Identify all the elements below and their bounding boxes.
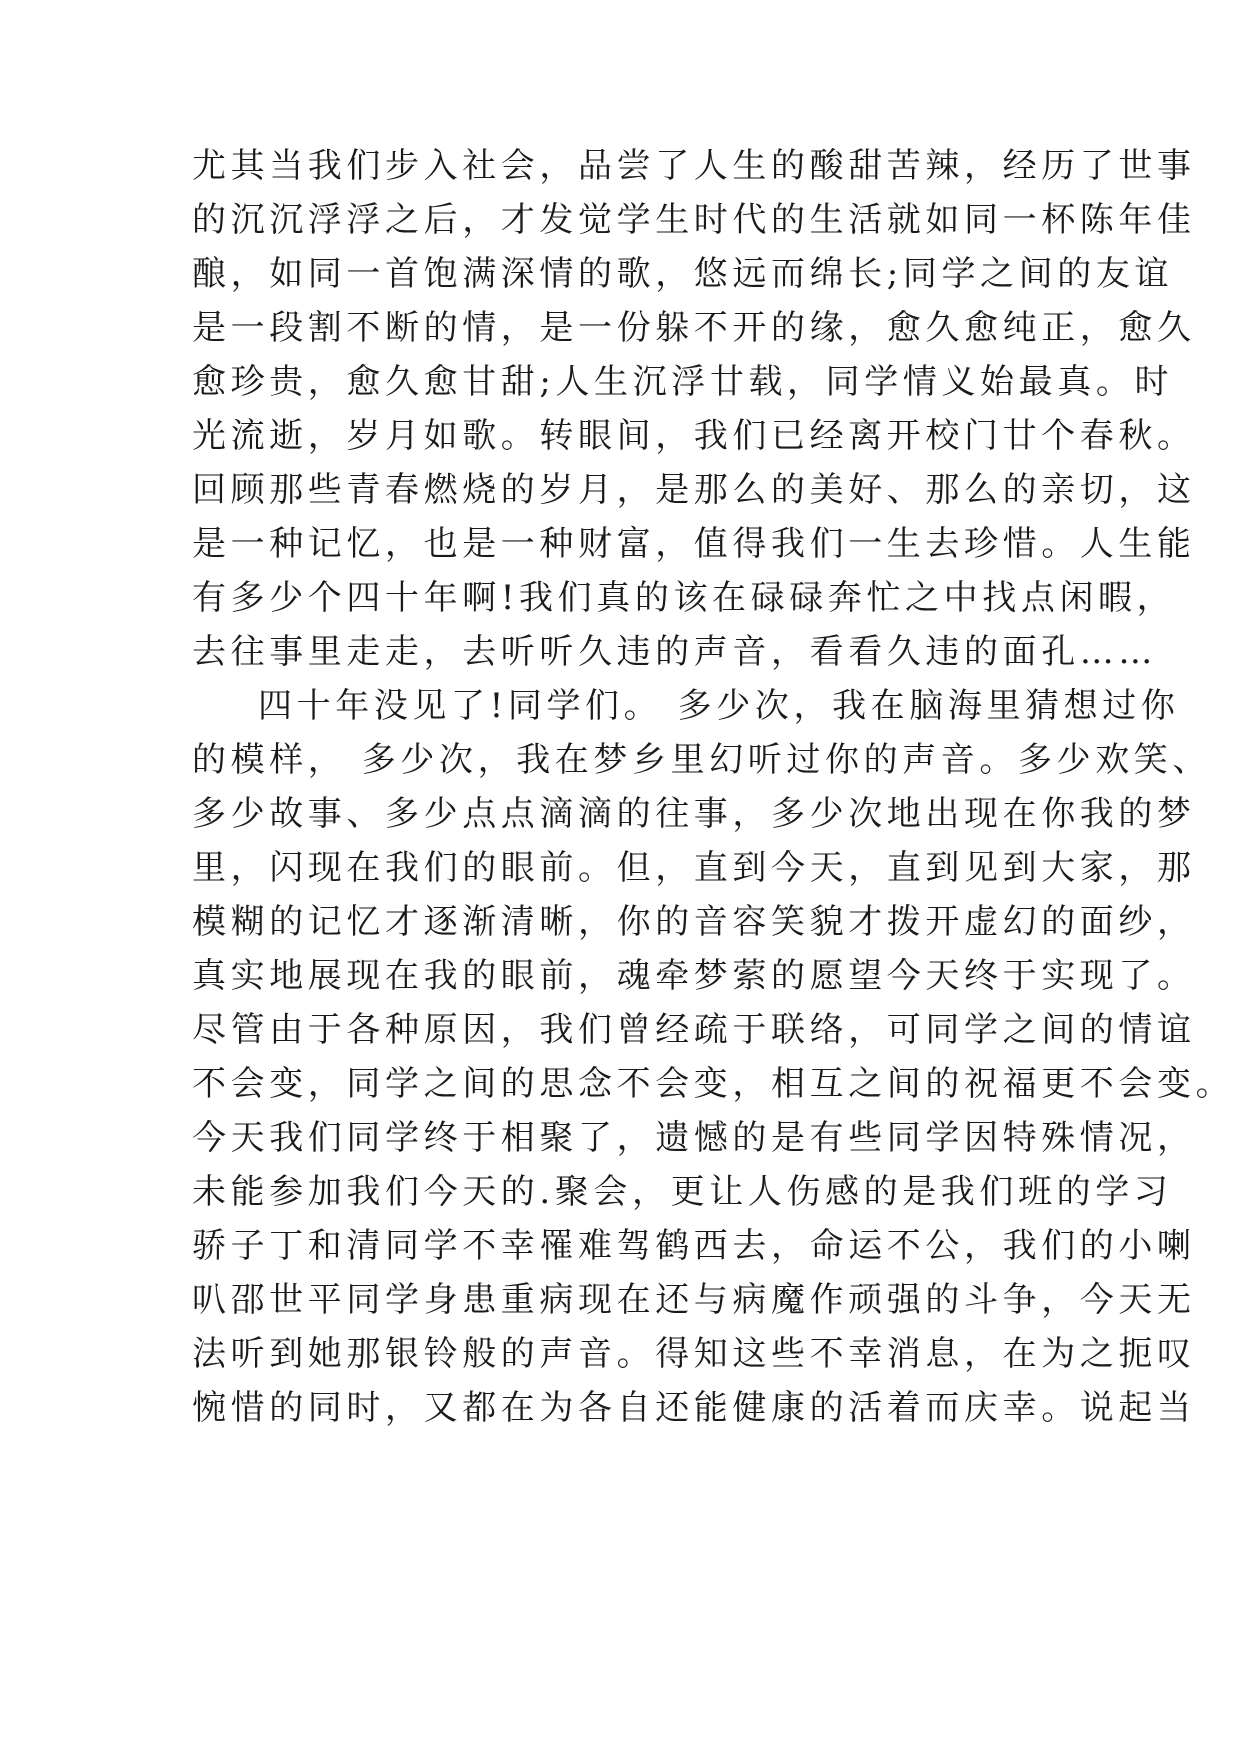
text-line: 惋惜的同时，又都在为各自还能健康的活着而庆幸。说起当 <box>192 1388 1196 1428</box>
text-line: 有多少个四十年啊!我们真的该在碌碌奔忙之中找点闲暇， <box>192 578 1176 618</box>
text-line: 去往事里走走，去听听久违的声音，看看久违的面孔…… <box>192 632 1157 672</box>
text-line: 今天我们同学终于相聚了，遗憾的是有些同学因特殊情况， <box>192 1118 1196 1158</box>
paragraph-first-line: 四十年没见了!同学们。 多少次，我在脑海里猜想过你 <box>258 686 1180 726</box>
text-line: 酿，如同一首饱满深情的歌，悠远而绵长;同学之间的友谊 <box>192 254 1174 294</box>
text-line: 是一种记忆，也是一种财富，值得我们一生去珍惜。人生能 <box>192 524 1196 564</box>
text-line: 回顾那些青春燃烧的岁月，是那么的美好、那么的亲切，这 <box>192 470 1196 510</box>
text-line: 的沉沉浮浮之后，才发觉学生时代的生活就如同一杯陈年佳 <box>192 200 1196 240</box>
text-line: 愈珍贵，愈久愈甘甜;人生沉浮廿载，同学情义始最真。时 <box>192 362 1174 402</box>
text-line: 光流逝，岁月如歌。转眼间，我们已经离开校门廿个春秋。 <box>192 416 1196 456</box>
text-line: 尤其当我们步入社会，品尝了人生的酸甜苦辣，经历了世事 <box>192 146 1196 186</box>
text-line: 不会变，同学之间的思念不会变，相互之间的祝福更不会变。 <box>192 1064 1235 1104</box>
text-line: 骄子丁和清同学不幸罹难驾鹤西去，命运不公，我们的小喇 <box>192 1226 1196 1266</box>
text-line: 的模样， 多少次，我在梦乡里幻听过你的声音。多少欢笑、 <box>192 740 1212 780</box>
text-line: 真实地展现在我的眼前，魂牵梦萦的愿望今天终于实现了。 <box>192 956 1196 996</box>
text-line: 里，闪现在我们的眼前。但，直到今天，直到见到大家，那 <box>192 848 1196 888</box>
text-line: 法听到她那银铃般的声音。得知这些不幸消息，在为之扼叹 <box>192 1334 1196 1374</box>
text-line: 叭邵世平同学身患重病现在还与病魔作顽强的斗争，今天无 <box>192 1280 1196 1320</box>
text-line: 模糊的记忆才逐渐清晰，你的音容笑貌才拨开虚幻的面纱， <box>192 902 1196 942</box>
text-line: 未能参加我们今天的.聚会，更让人伤感的是我们班的学习 <box>192 1172 1173 1212</box>
text-line: 是一段割不断的情，是一份躲不开的缘，愈久愈纯正，愈久 <box>192 308 1196 348</box>
text-line: 尽管由于各种原因，我们曾经疏于联络，可同学之间的情谊 <box>192 1010 1196 1050</box>
text-line: 多少故事、多少点点滴滴的往事，多少次地出现在你我的梦 <box>192 794 1196 834</box>
